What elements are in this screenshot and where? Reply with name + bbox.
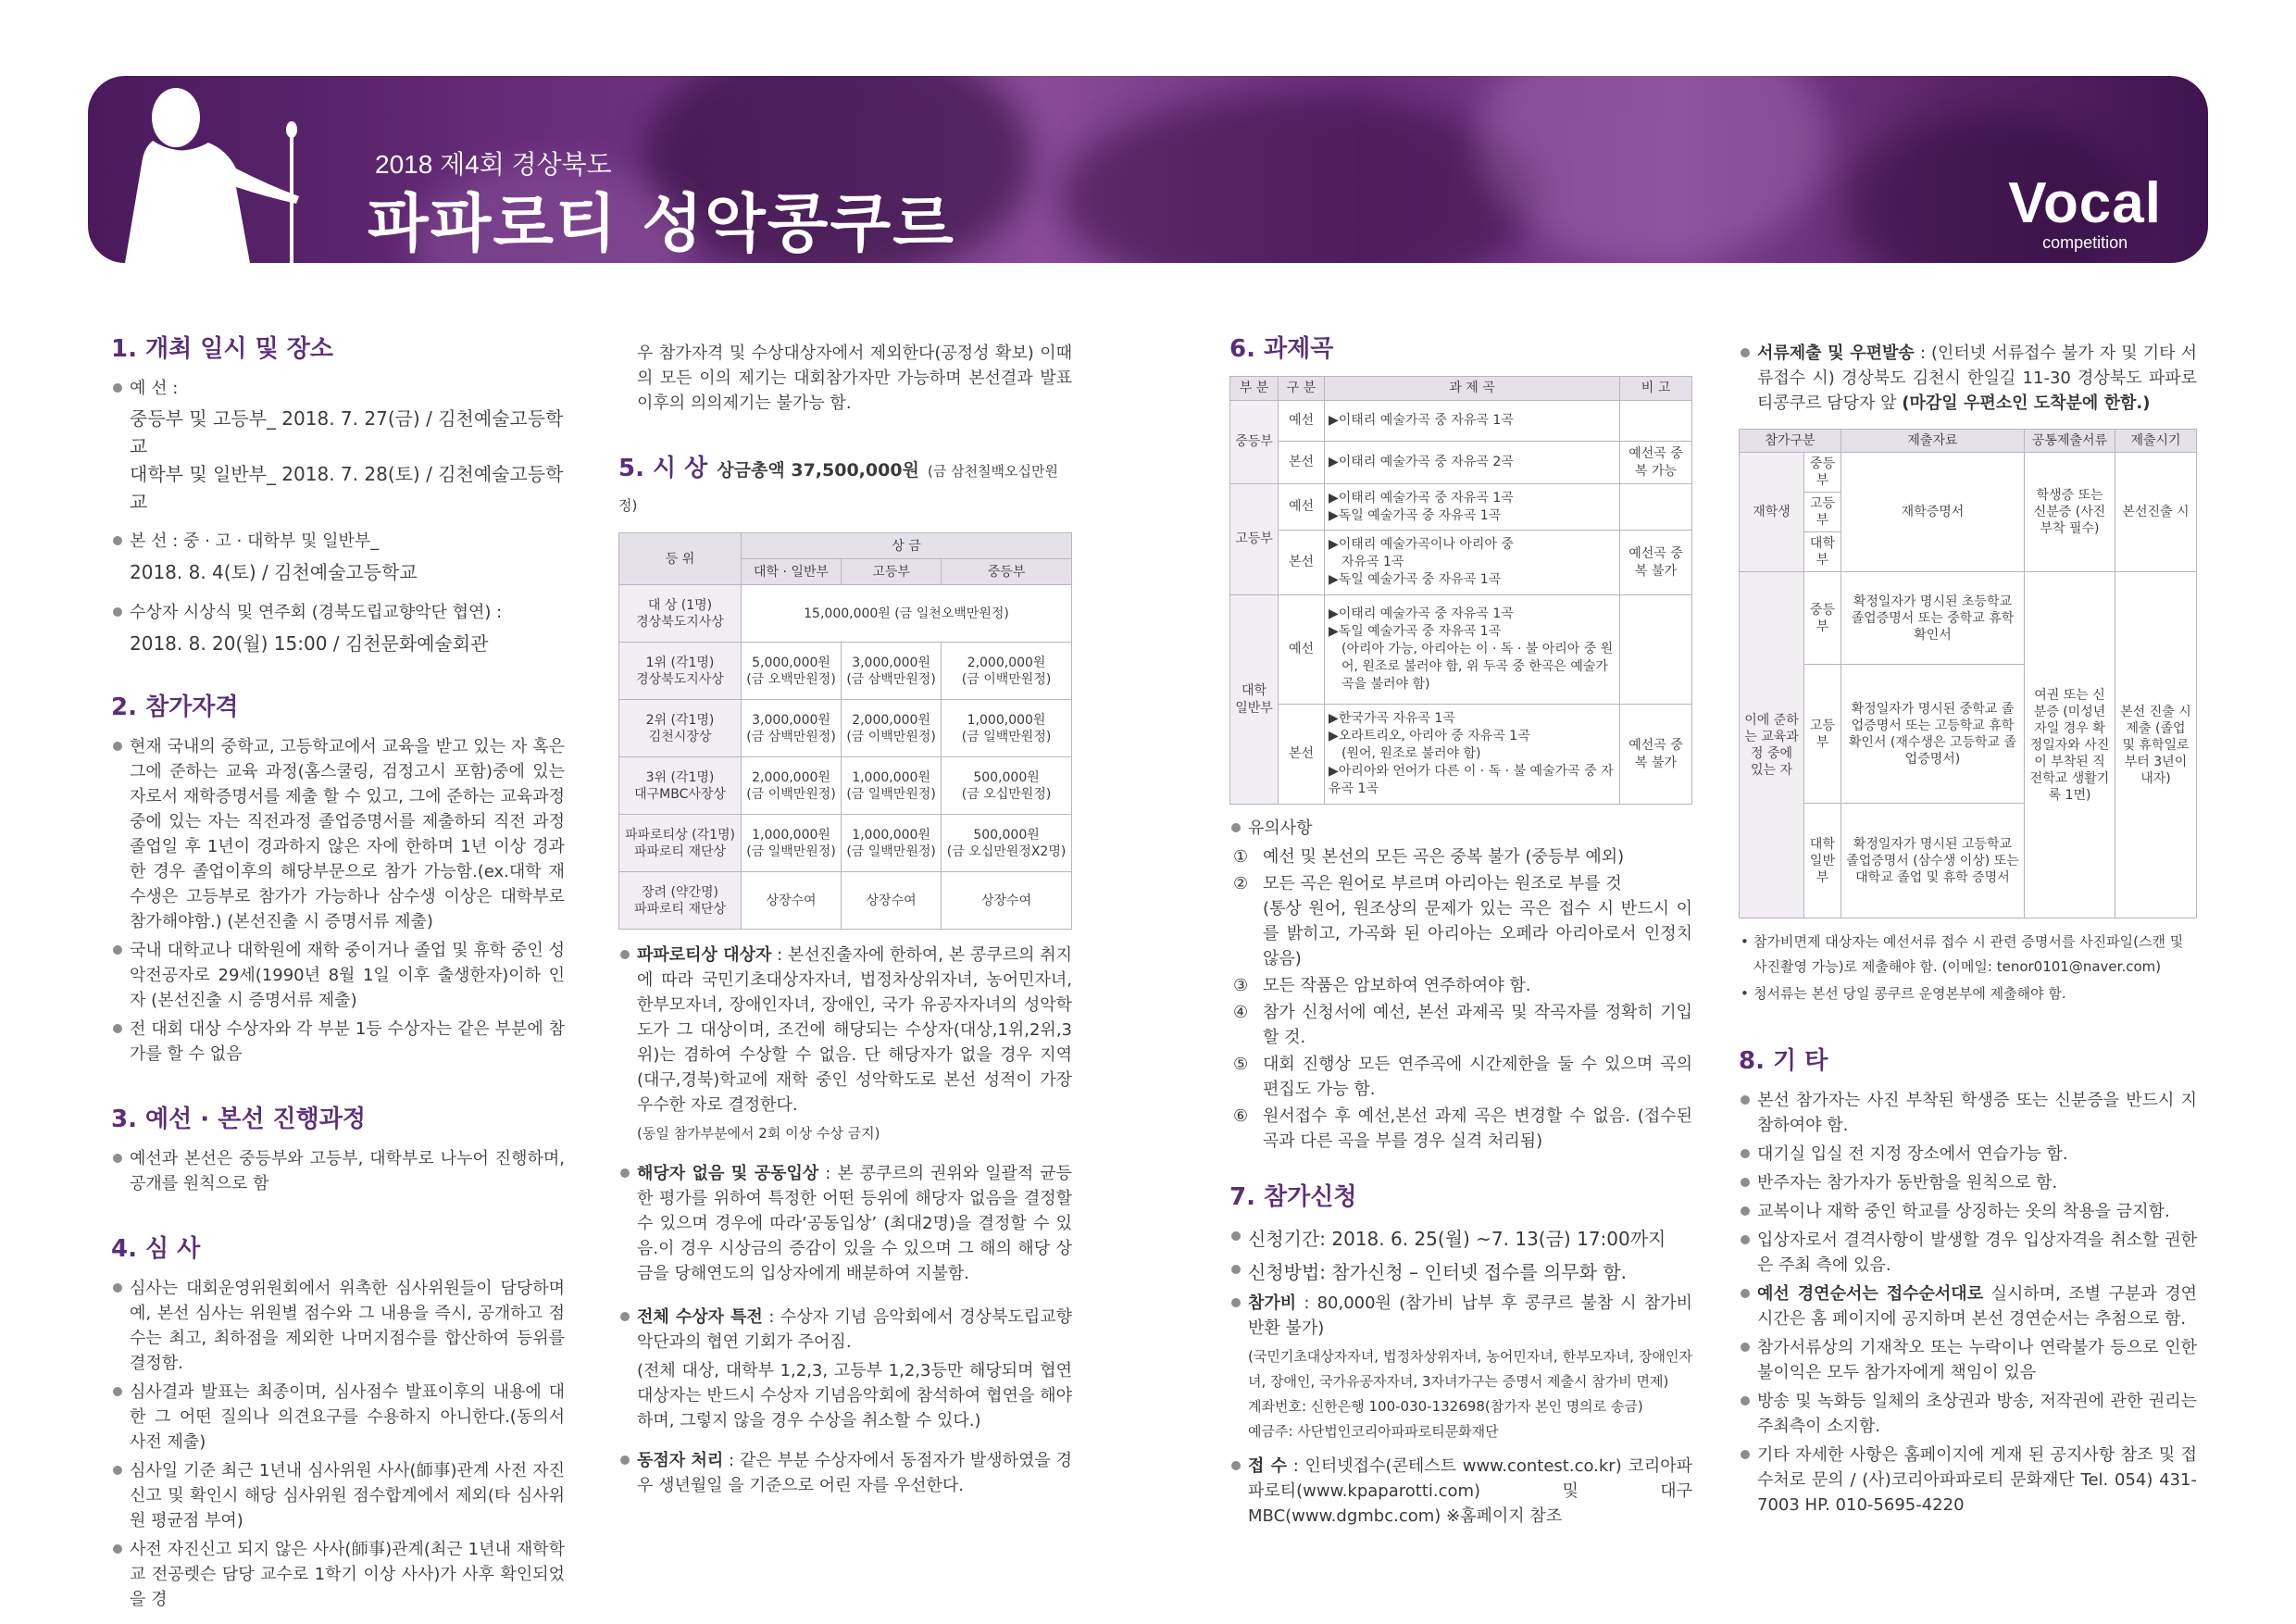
table-cell: 예선곡 중복 불가 xyxy=(1620,531,1692,595)
text-paragraph: 우 참가자격 및 수상대상자에서 제외한다(공정성 확보) 이때의 모든 이의 제기는 대회참가자만 가능하며 본선결과 발표 이후의 의의제기는 불가능 함. xyxy=(637,344,1072,413)
table-cell: 여권 또는 신분증 (미성년자일 경우 확정일자와 사진이 부착된 직전학교 생활기록 1면) xyxy=(2025,572,2115,918)
table-row xyxy=(619,643,1072,700)
table-header: 구 분 xyxy=(1279,377,1325,401)
item-text: 참가 신청서에 예선, 본선 과제곡 및 작곡자를 정확히 기입할 것. xyxy=(1263,1003,1692,1047)
table-cell: 파파로티 재단상 xyxy=(633,843,727,859)
table-cell: 예선 xyxy=(1279,595,1325,705)
item-text: 예선 및 본선의 모든 곡은 중복 불가 (중등부 예외) xyxy=(1263,847,1625,867)
table-cell: 2,000,000원 xyxy=(967,655,1046,670)
table-cell: 대구MBC사장상 xyxy=(634,786,726,802)
table-cell: 상장수여 xyxy=(742,872,842,930)
table-cell: 2위 (각1명) xyxy=(645,712,715,728)
list-item: 기타 자세한 사항은 홈페이지에 게재 된 공지사항 참조 및 접수처로 문의 / (사)코리아파파로티 문화재단 Tel. 054) 431-7003 HP. 010-5695-4220 xyxy=(1739,1443,2197,1518)
section-title-text: 5. 시 상 xyxy=(618,455,708,482)
item-head: 동점자 처리 xyxy=(637,1451,724,1470)
section-title: 8. 기 타 xyxy=(1739,1047,1828,1075)
table-cell: (금 이백만원정) xyxy=(846,729,936,744)
table-cell: (금 일백만원정) xyxy=(846,843,936,859)
table-cell: 재학증명서 xyxy=(1841,453,2024,572)
table-cell: 중등부 xyxy=(1804,453,1841,493)
table-header: 고등부 xyxy=(842,559,942,585)
column-2 xyxy=(618,341,1072,1502)
header-banner xyxy=(88,76,2208,263)
table-cell: 이에 준하는 교육과정 중에 있는 자 xyxy=(1740,572,1804,918)
table-cell: 고등부 xyxy=(1804,665,1841,804)
table-cell: 학생증 또는 신분증 (사진부착 필수) xyxy=(2025,453,2115,572)
section-title: 7. 참가신청 xyxy=(1229,1183,1357,1211)
list-item: 본 선 : 중 · 고 · 대학부 및 일반부_ xyxy=(111,529,565,554)
item-text: (통상 원어, 원조상의 문제가 있는 곡은 접수 시 반드시 이를 밝히고, 가곡화 된 아리아는 오페라 아리아로서 인정치 않음) xyxy=(1263,899,1692,968)
table-row xyxy=(1230,531,1692,595)
prize-table xyxy=(618,532,1072,930)
list-item: 수상자 시상식 및 연주회 (경북도립교향악단 협연) : xyxy=(111,600,565,625)
table-header: 등 위 xyxy=(619,533,742,585)
table-cell: (금 오십만원정) xyxy=(961,786,1052,802)
list-item xyxy=(618,1448,1072,1498)
text-line: 대학부 및 일반부_ 2018. 7. 28(토) / 김천예술고등학교 xyxy=(130,463,564,513)
table-row xyxy=(1740,453,2197,493)
list-item xyxy=(1739,1281,2197,1331)
list-item: 입상자로서 결격사항이 발생할 경우 입상자격을 취소할 권한은 주최 측에 있음. xyxy=(1739,1228,2197,1278)
table-cell: 중등부 xyxy=(1804,572,1841,665)
text-note: 예금주: 사단법인코리아파파로티문화재단 xyxy=(1248,1423,1499,1440)
table-header: 참가구분 xyxy=(1740,430,1841,453)
list-item: 심사는 대회운영위원회에서 위촉한 심사위원들이 담당하며 예, 본선 심사는 위원별 점수와 그 내용을 즉시, 공개하고 점수는 최고, 최하점을 제외한 나머지점수를 합산하여 등위를 결정함. xyxy=(111,1276,565,1376)
list-item: ⑤ 대회 진행상 모든 연주곡에 시간제한을 둘 수 있으며 곡의 편집도 가능 함. xyxy=(1233,1055,1692,1099)
table-cell: ▶이태리 예술가곡 중 자유곡 2곡 xyxy=(1325,442,1620,484)
table-cell: 1,000,000원 xyxy=(752,827,830,843)
item-text: 원서접수 후 예선,본선 과제 곡은 변경할 수 없음. (접수된 곡과 다른 곡을 부를 경우 실격 처리됨) xyxy=(1263,1106,1692,1151)
table-cell: (아리아 가능, 아리아는 이 · 독 · 불 아리아 중 원어, 원조로 불러야 함, 위 두곡 중 한곡은 예술가곡을 불러야 함) xyxy=(1341,642,1614,692)
text-line: 2018. 8. 20(월) 15:00 / 김천문화예술회관 xyxy=(130,632,489,655)
item-text: : 본 콩쿠르의 권위와 일괄적 균등한 평가를 위하여 특정한 어떤 등위에 해당자 없음을 결정할 수 있으며 경우에 따라‘공동입상’ (최대2명)을 결정할 수 있음.이 경우 시상금의 증감이 있을 수 있으며 그 해의 해당 상금을 당해연도의 입상자에게 배분하여 지불함. xyxy=(637,1164,1072,1283)
table-cell: (금 일백만원정) xyxy=(746,843,836,859)
table-cell: 김천시장상 xyxy=(648,729,712,744)
section-title: 1. 개최 일시 및 장소 xyxy=(111,335,333,363)
table-header: 제출시기 xyxy=(2115,430,2197,453)
document-table xyxy=(1739,429,2197,918)
item-text: : 본선진출자에 한하여, 본 콩쿠르의 취지에 따라 국민기초대상자자녀, 법정차상위자녀, 농어민자녀, 한부모자녀, 장애인자녀, 장애인, 국가 유공자자녀의 성악학도가 그 대상이며, 조건에 해당되는 수상자(대상,1위,2위,3위)는 겸하여 수상할 수 없음. 단 해당자가 없을 경우 지역(대구,경북)학교에 재학 중인 성악학도로 본선 성적이 가장 우수한 자로 결정한다. xyxy=(637,945,1072,1115)
item-text: : 수상자 기념 음악회에서 경상북도립교향악단과의 협연 기회가 주어짐. xyxy=(637,1307,1072,1352)
smoke-decoration xyxy=(1060,94,1541,263)
table-cell: (금 오백만원정) xyxy=(746,671,836,687)
banner-title: 파파로티 성악콩쿠르 xyxy=(368,188,955,261)
table-cell: 대 상 (1명) xyxy=(647,597,713,613)
table-cell: 1,000,000원 xyxy=(852,827,930,843)
table-cell: ▶독일 예술가곡 중 자유곡 1곡 xyxy=(1329,507,1502,523)
table-row xyxy=(619,815,1072,872)
table-cell: ▶이태리 예술가곡 중 자유곡 1곡 xyxy=(1329,606,1514,621)
table-cell: 본선 진출 시 제출 (졸업 및 휴학일로부터 3년이내자) xyxy=(2115,572,2197,918)
item-text: : 80,000원 (참가비 납부 후 콩쿠르 불참 시 참가비 반환 불가) xyxy=(1248,1293,1692,1338)
table-cell: 3,000,000원 xyxy=(752,712,830,728)
table-cell: 고등부 xyxy=(1804,493,1841,532)
list-item xyxy=(618,1305,1072,1355)
table-header: 상 금 xyxy=(742,533,1072,559)
item-text: : (인터넷 서류접수 불가 자 및 기타 서류접수 시) 경상북도 김천시 한일길 11-30 경상북도 파파로티콩쿠르 담당자 앞 xyxy=(1757,344,2197,413)
table-cell: (원어, 원조로 불러야 함) xyxy=(1341,746,1481,761)
table-cell: 장려 (약간명) xyxy=(642,884,718,900)
table-cell: 확정일자가 명시된 초등학교 졸업증명서 또는 중학교 휴학 확인서 xyxy=(1841,572,2024,665)
table-row xyxy=(1230,442,1692,484)
text-line: 중등부 및 고등부_ 2018. 7. 27(금) / 김천예술고등학교 xyxy=(130,407,564,457)
list-item xyxy=(1739,341,2197,416)
table-cell: (금 일백만원정) xyxy=(846,786,936,802)
table-cell: ▶오라트리오, 아리아 중 자유곡 1곡 xyxy=(1329,729,1530,743)
item-head: 해당자 없음 및 공동입상 xyxy=(637,1164,819,1183)
list-item: 교복이나 재학 중인 학교를 상징하는 옷의 착용을 금지함. xyxy=(1739,1199,2197,1224)
table-row xyxy=(1740,572,2197,665)
list-item: 신청방법: 참가신청 – 인터넷 접수를 의무화 함. xyxy=(1229,1257,1692,1287)
list-item xyxy=(1229,1291,1692,1341)
table-cell: 3,000,000원 xyxy=(852,655,930,670)
list-item: 현재 국내의 중학교, 고등학교에서 교육을 받고 있는 자 혹은 그에 준하는 교육 과정(홈스쿨링, 검정고시 포함)중에 있는 자로서 재학증명서를 제출 할 수 있고, 그에 준하는 교육과정 중에 있는 자는 직전과정 졸업증명서를 제출하되 직전 과정 졸업일 후 1년이 경과하지 않은 자에 한하며 1년 이상 경과한 경우 졸업이후의 해당부문으로 참가 가능함.(ex.대학 재수생은 고등부로 참가가 가능하나 삼수생 이상은 대학부로 참가해야함.) (본선진출 시 증명서류 제출) xyxy=(111,734,565,934)
list-item: 반주자는 참가자가 동반함을 원칙으로 함. xyxy=(1739,1170,2197,1195)
table-cell: (금 일백만원정) xyxy=(961,729,1052,744)
list-item xyxy=(618,1161,1072,1286)
table-cell: 예선곡 중복 가능 xyxy=(1620,442,1692,484)
item-head: 파파로티상 대상자 xyxy=(637,945,772,965)
table-cell: ▶독일 예술가곡 중 자유곡 1곡 xyxy=(1329,624,1502,639)
table-header: 공통제출서류 xyxy=(2025,430,2115,453)
list-item xyxy=(1229,1454,1692,1529)
table-cell: (금 삼백만원정) xyxy=(846,671,936,687)
table-cell: 2,000,000원 xyxy=(752,769,830,785)
table-cell: 경상북도지사상 xyxy=(636,614,724,630)
table-row xyxy=(619,757,1072,815)
text-paragraph: (전체 대상, 대학부 1,2,3, 고등부 1,2,3등만 해당되며 협연 대상자는 반드시 수상자 기념음악회에 참석하여 협연을 해야 하며, 그렇지 않을 경우 수상을 취소할 수 있다.) xyxy=(637,1361,1072,1430)
table-cell: 고등부 xyxy=(1230,484,1279,595)
item-head: 참가비 xyxy=(1248,1293,1297,1313)
table-cell: 예선 xyxy=(1279,401,1325,442)
table-cell: ▶한국가곡 자유곡 1곡 xyxy=(1329,711,1455,726)
list-item: • 참가비면제 대상자는 예선서류 접수 시 관련 증명서를 사진파일(스캔 및 사진촬영 가능)로 제출해야 함. (이메일: tenor0101@naver.com) xyxy=(1739,930,2197,980)
table-cell: 상장수여 xyxy=(942,872,1072,930)
section-title xyxy=(618,453,1072,521)
text-note: (동일 참가부분에서 2회 이상 수상 금지) xyxy=(637,1125,880,1142)
table-cell: ▶아리아와 언어가 다른 이 · 독 · 불 예술가곡 중 자유곡 1곡 xyxy=(1329,764,1614,796)
prize-total-note: (금 삼천칠백오십만원정) xyxy=(618,463,1058,514)
table-cell: 경상북도지사상 xyxy=(636,671,724,687)
table-header: 중등부 xyxy=(942,559,1072,585)
item-text: : 인터넷접수(콘테스트 www.contest.co.kr) 코리아파파로티(www.kpaparotti.com) 및 대구MBC(www.dgmbc.com) ※홈페이지 참조 xyxy=(1248,1456,1692,1526)
list-item: ⑥ 원서접수 후 예선,본선 과제 곡은 변경할 수 없음. (접수된 곡과 다른 곡을 부를 경우 실격 처리됨) xyxy=(1233,1106,1692,1151)
table-row xyxy=(1230,484,1692,531)
list-item: 심사결과 발표는 최종이며, 심사점수 발표이후의 내용에 대한 그 어떤 질의나 의견요구를 수용하지 아니한다.(동의서 사전 제출) xyxy=(111,1380,565,1455)
list-item: ① 예선 및 본선의 모든 곡은 중복 불가 (중등부 예외) xyxy=(1233,847,1625,867)
list-item: 신청기간: 2018. 6. 25(월) ~7. 13(금) 17:00까지 xyxy=(1229,1224,1692,1254)
table-cell: 대학 일반부 xyxy=(1804,804,1841,918)
list-item: 예선과 본선은 중등부와 고등부, 대학부로 나누어 진행하며, 공개를 원칙으로 함 xyxy=(111,1146,565,1196)
table-cell: 5,000,000원 xyxy=(752,655,830,670)
table-cell: 15,000,000원 (금 일천오백만원정) xyxy=(742,585,1072,643)
table-cell: (금 이백만원정) xyxy=(746,786,836,802)
list-item: 유의사항 xyxy=(1229,816,1692,841)
table-cell: 대학 일반부 xyxy=(1230,595,1279,805)
list-item: 심사일 기준 최근 1년내 심사위원 사사(師事)관계 사전 자진신고 및 확인시 해당 심사위원 점수합계에서 제외(타 심사위원 평균점 부여) xyxy=(111,1458,565,1533)
list-item: 대기실 입실 전 지정 장소에서 연습가능 함. xyxy=(1739,1142,2197,1167)
list-item: 전 대회 대상 수상자와 각 부분 1등 수상자는 같은 부분에 참가를 할 수 없음 xyxy=(111,1017,565,1067)
list-item: • 청서류는 본선 당일 콩쿠르 운영본부에 제출해야 함. xyxy=(1739,981,2197,1006)
list-item: 본선 참가자는 사진 부착된 학생증 또는 신분증을 반드시 지참하여야 함. xyxy=(1739,1088,2197,1138)
table-cell: 본선 xyxy=(1279,531,1325,595)
table-cell: (금 오십만원정X2명) xyxy=(946,843,1067,859)
list-item xyxy=(618,943,1072,1118)
text-note: 계좌번호: 신한은행 100-030-132698(참가자 본인 명의로 송금) xyxy=(1248,1398,1643,1415)
text-line: 2018. 8. 4(토) / 김천예술고등학교 xyxy=(130,561,418,583)
table-header: 제출자료 xyxy=(1841,430,2024,453)
table-cell: 본선 xyxy=(1279,705,1325,805)
item-emphasis: (마감일 우편소인 도착분에 한함.) xyxy=(1902,394,2151,413)
table-cell: 3위 (각1명) xyxy=(645,769,715,785)
smoke-decoration xyxy=(1477,76,1828,261)
table-cell: 예선곡 중복 불가 xyxy=(1620,705,1692,805)
table-cell: 확정일자가 명시된 고등학교 졸업증명서 (삼수생 이상) 또는 대학교 졸업 및 휴학 증명서 xyxy=(1841,804,2024,918)
item-head: 전체 수상자 특전 xyxy=(637,1307,763,1327)
item-head: 서류제출 및 우편발송 xyxy=(1757,344,1915,363)
item-text: : 같은 부분 수상자에서 동점자가 발생하였을 경우 생년월일 을 기준으로 어린 자를 우선한다. xyxy=(637,1451,1072,1495)
text-note: (국민기초대상자자녀, 법정차상위자녀, 농어민자녀, 한부모자녀, 장애인자녀, 장애인, 국가유공자자녀, 3자녀가구는 증명서 제출시 참가비 면제) xyxy=(1248,1348,1692,1390)
table-cell: 500,000원 xyxy=(973,769,1040,785)
table-cell: 자유곡 1곡 xyxy=(1341,555,1404,569)
table-row xyxy=(1230,705,1692,805)
item-head: 접 수 xyxy=(1248,1456,1288,1476)
table-cell: 1위 (각1명) xyxy=(645,655,715,670)
column-4 xyxy=(1739,341,2197,1521)
table-cell: 본선진출 시 xyxy=(2115,453,2197,572)
list-item: 국내 대학교나 대학원에 재학 중이거나 졸업 및 휴학 중인 성악전공자로 29세(1990년 8월 1일 이후 출생한자)이하 인자 (본선진출 시 증명서류 제출) xyxy=(111,938,565,1013)
logo-sub: competition xyxy=(2042,233,2128,252)
table-row xyxy=(619,700,1072,757)
table-cell: 1,000,000원 xyxy=(852,769,930,785)
item-head: 예선 경연순서는 접수순서대로 xyxy=(1757,1284,1984,1304)
list-item: ③ 모든 작품은 암보하여 연주하여야 함. xyxy=(1233,976,1531,995)
table-cell: 2,000,000원 xyxy=(852,712,930,728)
table-cell: (금 삼백만원정) xyxy=(746,729,836,744)
table-cell: ▶이태리 예술가곡이나 아리아 중 xyxy=(1329,537,1514,552)
table-cell: 확정일자가 명시된 중학교 졸업증명서 또는 고등학교 휴학확인서 (재수생은 고등학교 졸업증명서) xyxy=(1841,665,2024,804)
table-cell: ▶이태리 예술가곡 중 자유곡 1곡 xyxy=(1329,490,1514,506)
list-item: 방송 및 녹화등 일체의 초상권과 방송, 저작권에 관한 권리는 주최측이 소지함. xyxy=(1739,1389,2197,1439)
table-header: 과 제 곡 xyxy=(1325,377,1620,401)
list-item: 사전 자진신고 되지 않은 사사(師事)관계(최근 1년내 재학학교 전공렛슨 담당 교수로 1학기 이상 사사)가 사후 확인되었을 경 xyxy=(111,1537,565,1612)
singer-silhouette-icon xyxy=(88,76,329,263)
table-cell: 대학부 xyxy=(1804,532,1841,572)
prize-total: 상금총액 37,500,000원 xyxy=(717,460,919,481)
table-cell: ▶이태리 예술가곡 중 자유곡 1곡 xyxy=(1325,401,1620,442)
item-text: 실시하며, 조별 구분과 경연시간은 홈 페이지에 공지하며 본선 경연순서는 추첨으로 함. xyxy=(1757,1284,2197,1329)
column-3 xyxy=(1229,333,1692,1532)
section-title: 4. 심 사 xyxy=(111,1235,201,1263)
table-cell: 500,000원 xyxy=(973,827,1040,843)
table-row xyxy=(1230,595,1692,705)
table-row xyxy=(619,872,1072,930)
list-item: ② 모든 곡은 원어로 부르며 아리아는 원조로 부를 것 (통상 원어, 원조상의 문제가 있는 곡은 접수 시 반드시 이를 밝히고, 가곡화 된 아리아는 오페라 아리아로서 인정치 않음) xyxy=(1233,874,1692,968)
banner-subtitle: 2018 제4회 경상북도 xyxy=(375,150,612,179)
table-cell: ▶독일 예술가곡 중 자유곡 1곡 xyxy=(1329,572,1502,587)
table-cell: 재학생 xyxy=(1740,453,1804,572)
item-text: 모든 작품은 암보하여 연주하여야 함. xyxy=(1263,976,1531,995)
section-title: 3. 예선 · 본선 진행과정 xyxy=(111,1106,366,1133)
item-text: 대회 진행상 모든 연주곡에 시간제한을 둘 수 있으며 곡의 편집도 가능 함. xyxy=(1263,1055,1692,1099)
table-cell: 중등부 xyxy=(1230,401,1279,484)
table-cell: 파파로티 재단상 xyxy=(633,901,727,917)
table-row xyxy=(619,585,1072,643)
section-title: 6. 과제곡 xyxy=(1229,335,1334,363)
item-text: 모든 곡은 원어로 부르며 아리아는 원조로 부를 것 xyxy=(1263,874,1622,893)
column-1 xyxy=(111,333,565,1616)
vocal-logo xyxy=(2008,171,2162,253)
song-table xyxy=(1229,376,1692,805)
table-cell: 상장수여 xyxy=(842,872,942,930)
table-row xyxy=(1230,401,1692,442)
list-item: 예 선 : xyxy=(111,376,565,401)
section-title: 2. 참가자격 xyxy=(111,693,239,721)
list-item: ④ 참가 신청서에 예선, 본선 과제곡 및 작곡자를 정확히 기입할 것. xyxy=(1233,1003,1692,1047)
logo-word: Vocal xyxy=(2008,171,2162,235)
list-item: 참가서류상의 기재착오 또는 누락이나 연락불가 등으로 인한 불이익은 모두 참가자에게 책임이 있음 xyxy=(1739,1335,2197,1385)
table-header: 부 분 xyxy=(1230,377,1279,401)
table-cell: 1,000,000원 xyxy=(967,712,1046,728)
table-cell: 파파로티상 (각1명) xyxy=(625,827,735,843)
table-cell: 본선 xyxy=(1279,442,1325,484)
table-cell: 예선 xyxy=(1279,484,1325,531)
table-cell: (금 이백만원정) xyxy=(961,671,1052,687)
table-header: 비 고 xyxy=(1620,377,1692,401)
table-header: 대학 · 일반부 xyxy=(742,559,842,585)
